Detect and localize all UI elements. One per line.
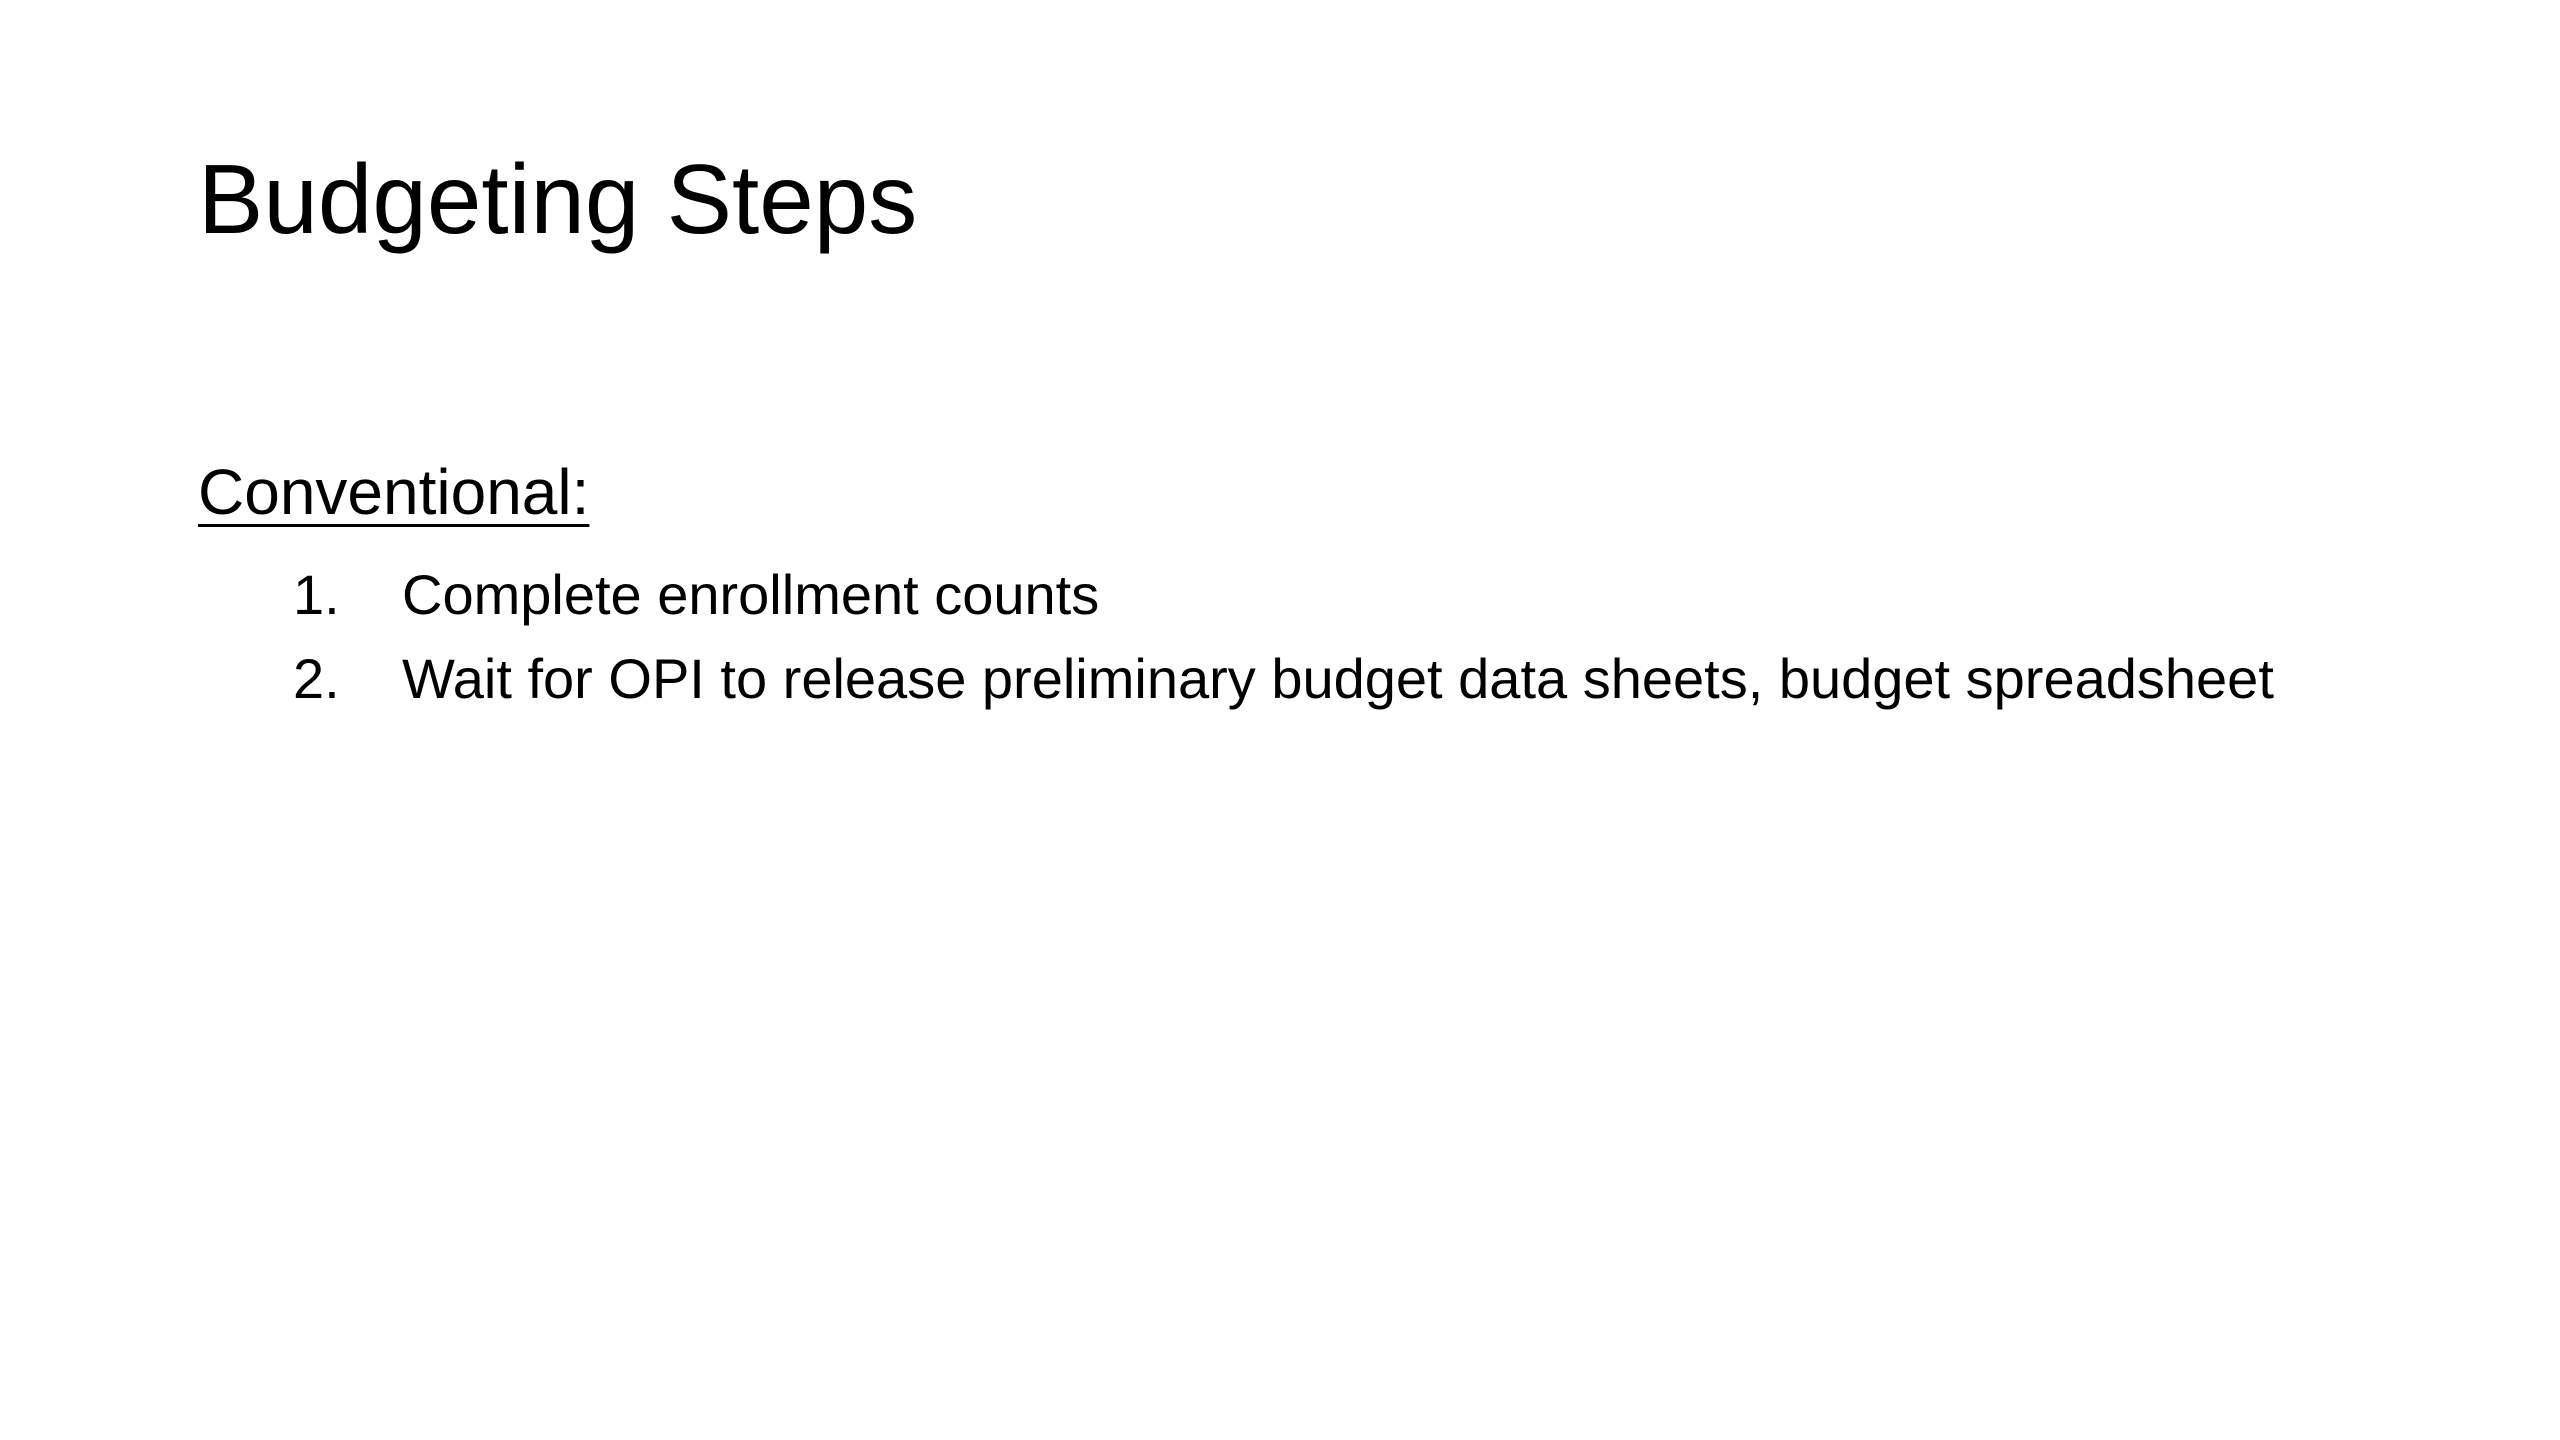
section-heading: Conventional: (198, 456, 590, 528)
step-item (198, 637, 2274, 721)
step-item (198, 553, 2274, 637)
step-text: Complete enrollment counts (402, 563, 1100, 626)
step-number: 2. (293, 647, 340, 710)
step-text: Wait for OPI to release preliminary budget data sheets, budget spreadsheet (402, 647, 2274, 710)
slide-title: Budgeting Steps (198, 144, 918, 254)
step-number: 1. (293, 563, 340, 626)
steps-list (198, 553, 2274, 721)
